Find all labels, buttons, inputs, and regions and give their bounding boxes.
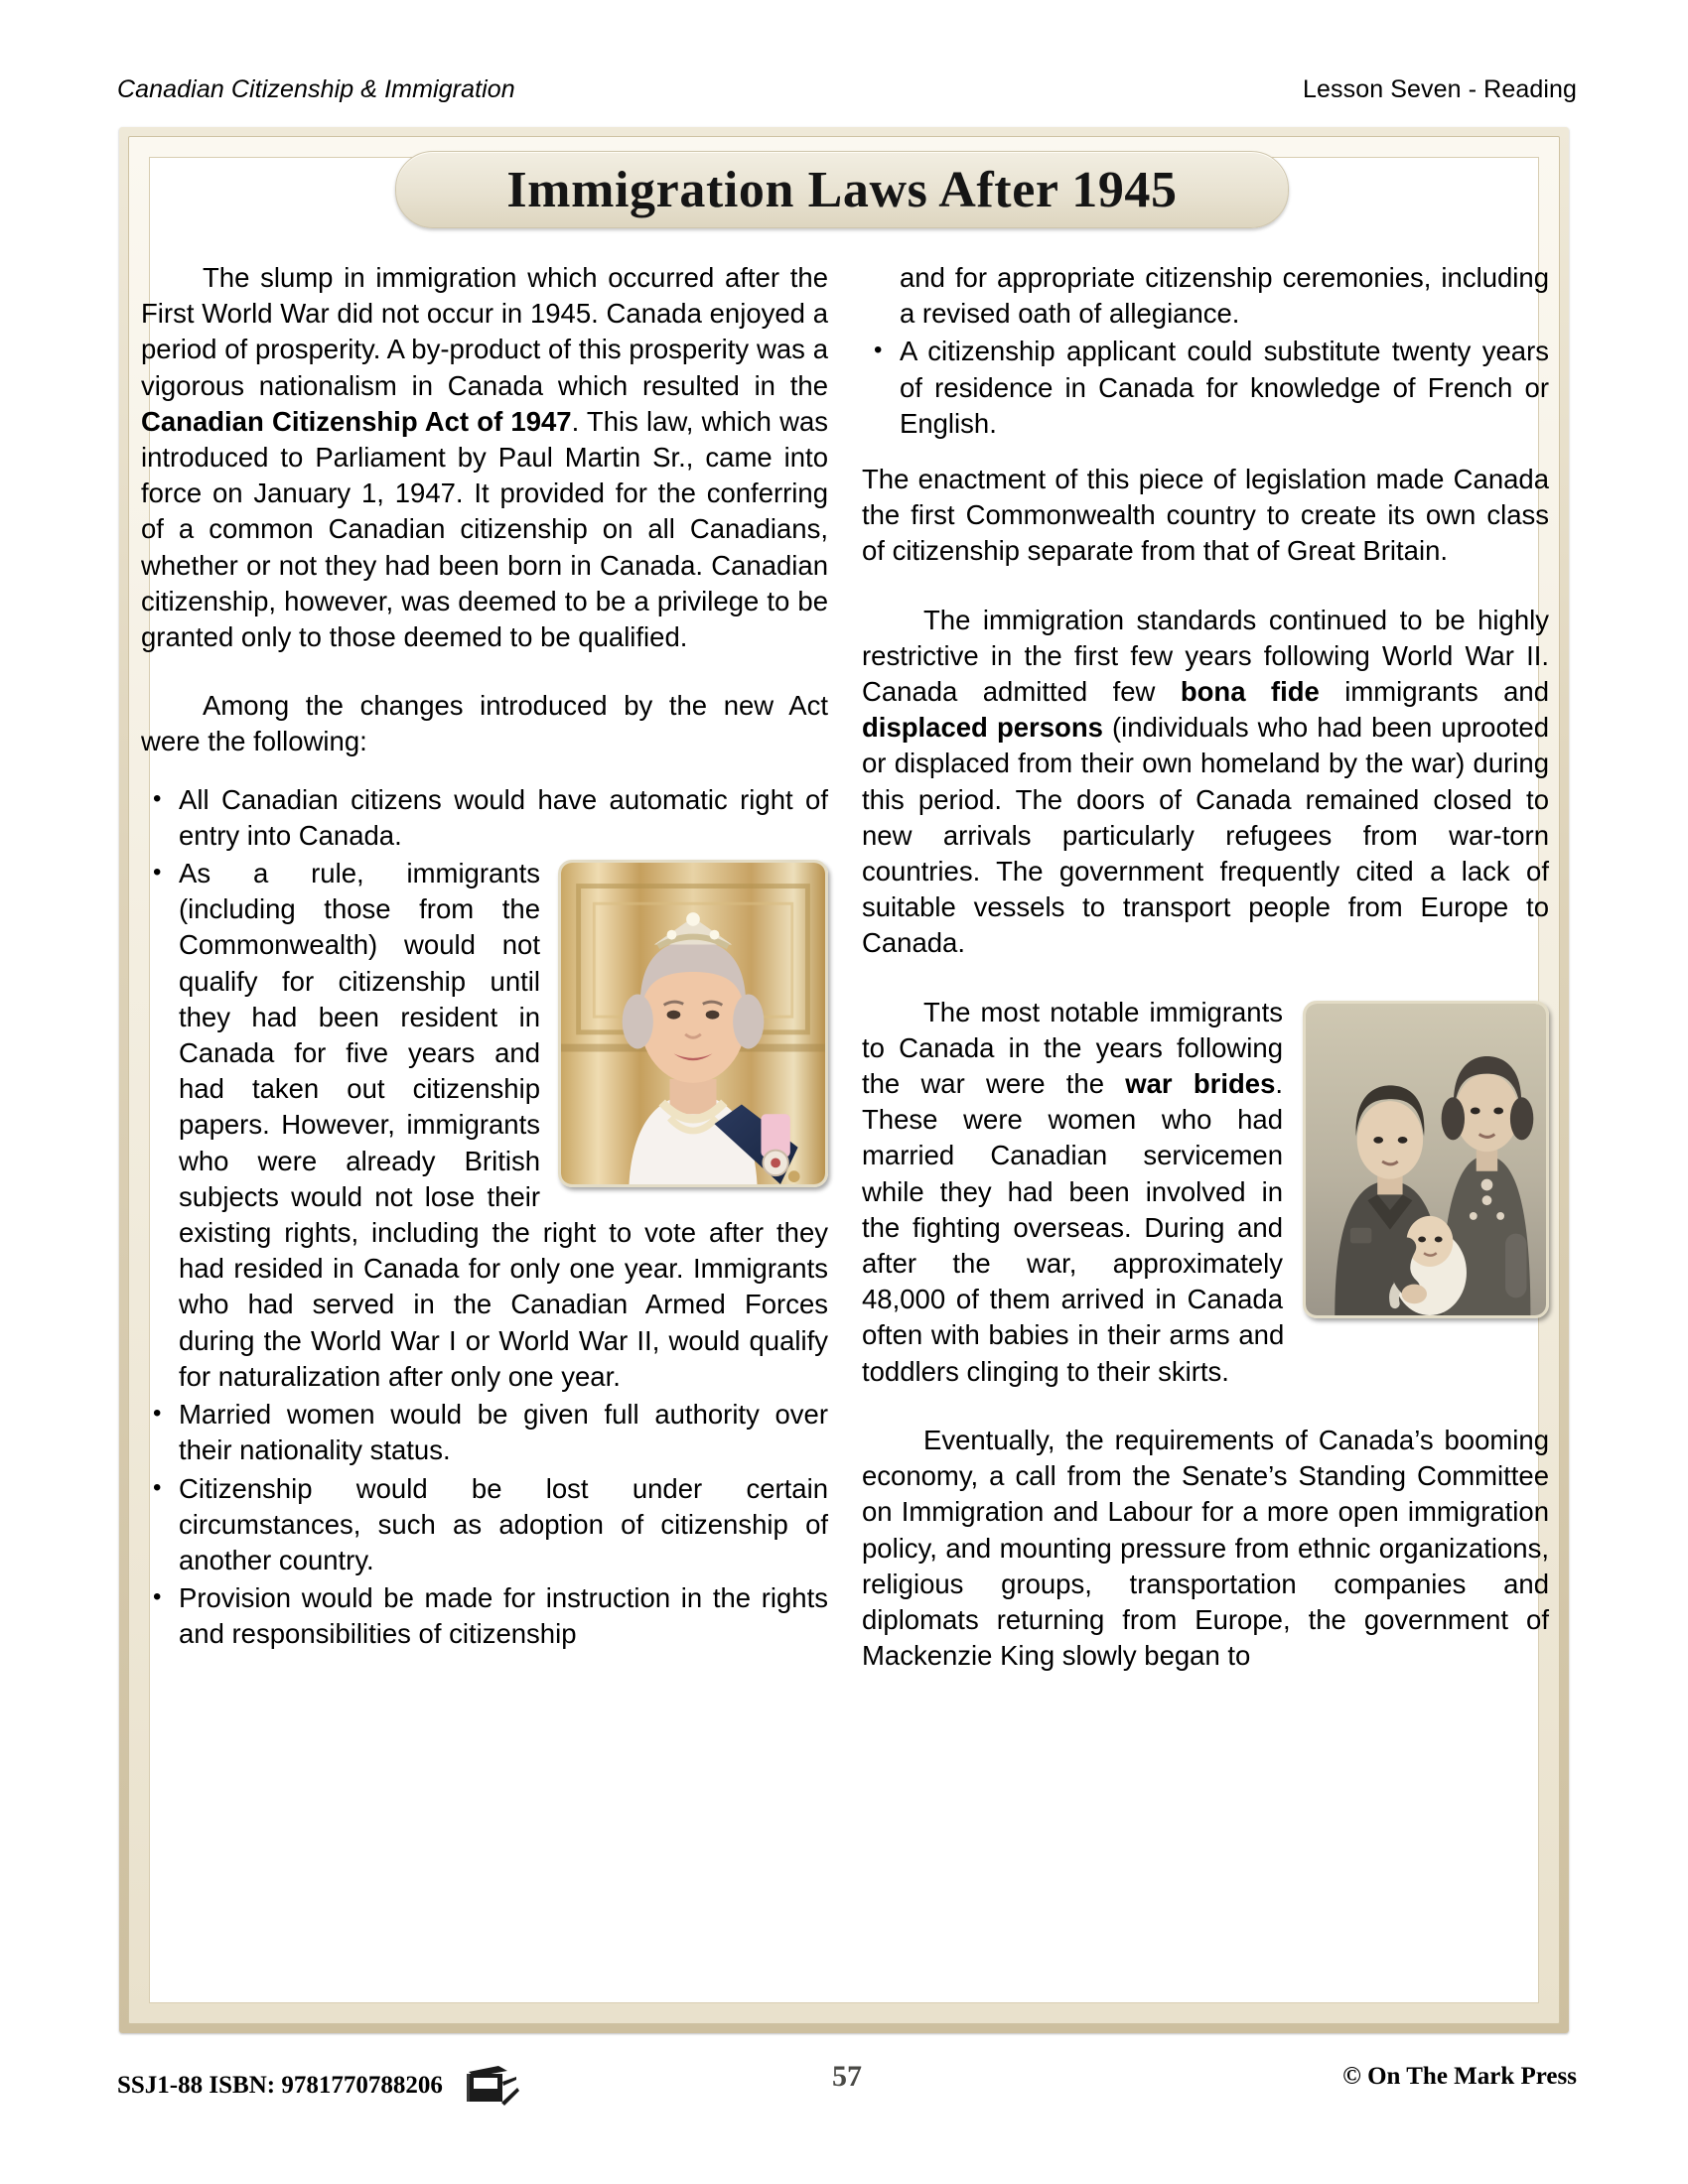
bullet-loss-of-citizenship: • Citizenship would be lost under certain circumstances, such as adoption of citizenship of another country. xyxy=(179,1471,828,1579)
paragraph-enactment: The enactment of this piece of legislation made Canada the first Commonwealth country to create its own class of citizenship separate from that of Great Britain. xyxy=(862,464,1549,567)
bullet-twenty-years-residence: • A citizenship applicant could substitute twenty years of residence in Canada for knowledge of French or English. xyxy=(900,334,1549,442)
term-displaced-persons: displaced persons xyxy=(862,712,1103,744)
term-bona-fide: bona fide xyxy=(1180,676,1320,708)
paragraph-slump-in-immigration xyxy=(141,260,828,655)
bullet-right-of-entry: • All Canadian citizens would have automatic right of entry into Canada. xyxy=(179,782,828,854)
column-right xyxy=(862,260,1549,1948)
term-citizenship-act-1947: Canadian Citizenship Act of 1947 xyxy=(141,405,572,437)
para-text-1a: The slump in immigration which occurred after the First World War did not occur in 1945. Canada enjoyed a period of prosperity. A by-product of this prosperity was a vigorous nationalism in Canada which resulted in the xyxy=(141,262,828,401)
paragraph-among-the-changes: Among the changes introduced by the new Act were the following: xyxy=(141,690,828,757)
page-number: 57 xyxy=(832,2060,862,2093)
paragraph-war-brides xyxy=(862,995,1549,1390)
para-text-2c: (individuals who had been uprooted or displaced from their own homeland by the war) during this period. The doors of Canada remained closed to new arrivals particularly refugees from war-torn countries. The government frequently cited a lack of suitable vessels to transport people from Europe to Canada. xyxy=(862,712,1549,959)
bullet-residency-rule-text: As a rule, immigrants (including those from the Commonwealth) would not qualify for citizenship until they had been resident in Canada for five years and had taken out citizenship papers. However, immigrants who were already British subjects would not lose their existing rights, including the right to vote after they had resided in Canada for only one year. Immigrants who had served in the Canadian Armed Forces during the World War I or World War II, would qualify for naturalization after only one year. xyxy=(179,858,828,1392)
para-text-1b: . This law, which was introduced to Parliament by Paul Martin Sr., came into force on January 1, 1947. It provided for the conferring of a common Canadian citizenship on all Canadians, whether or not they had been born in Canada. Canadian citizenship, however, was deemed to be a privilege to be granted only to those deemed to be qualified. xyxy=(141,405,828,653)
bullet-continuation-ceremonies: and for appropriate citizenship ceremonies, including a revised oath of allegiance. xyxy=(900,262,1549,330)
page-title: Immigration Laws After 1945 xyxy=(506,161,1178,218)
footer-copyright: © On The Mark Press xyxy=(1342,2063,1577,2090)
running-head-left: Canadian Citizenship & Immigration xyxy=(117,75,515,103)
changes-bullet-list-continued xyxy=(862,334,1549,442)
para-text-2b: immigrants and xyxy=(1319,676,1549,708)
page-footer xyxy=(117,2060,1577,2109)
paragraph-immigration-standards xyxy=(862,603,1549,962)
page-title-plaque xyxy=(395,151,1289,228)
footer-code-isbn: SSJ1-88 ISBN: 9781770788206 xyxy=(117,2072,443,2099)
column-left xyxy=(141,260,828,1948)
para-text-3a: The most notable immigrants to Canada in the years following the war were the xyxy=(862,996,1283,1100)
para-text-3b: . These were women who had married Canadian servicemen while they had been involved in the fighting overseas. During and after the war, approximately 48,000 of them arrived in Canada often with babies in their arms and toddlers clinging to their skirts. xyxy=(862,1068,1285,1387)
bullet-married-women: • Married women would be given full authority over their nationality status. xyxy=(179,1397,828,1468)
bullet-residency-rule xyxy=(179,856,828,1395)
paragraph-eventually-requirements: Eventually, the requirements of Canada’s booming economy, a call from the Senate’s Standing Committee on Immigration and Labour for a more open immigration policy, and mounting pressure from ethnic organizations, religious groups, transportation companies and diplomats returning from Europe, the government of Mackenzie King slowly began to xyxy=(862,1424,1549,1672)
queen-elizabeth-portrait-photo xyxy=(558,860,828,1187)
running-head xyxy=(117,75,1577,104)
article-columns xyxy=(141,260,1549,1948)
term-war-brides: war brides xyxy=(1125,1068,1276,1100)
war-bride-family-photo xyxy=(1303,1001,1549,1318)
changes-bullet-list xyxy=(141,782,828,1653)
bullet-instruction-provision: • Provision would be made for instruction in the rights and responsibilities of citizenship xyxy=(179,1580,828,1652)
para-text-2a: The immigration standards continued to be highly restrictive in the first few years following World War II. Canada admitted few xyxy=(862,604,1549,708)
running-head-right: Lesson Seven - Reading xyxy=(1303,75,1577,103)
